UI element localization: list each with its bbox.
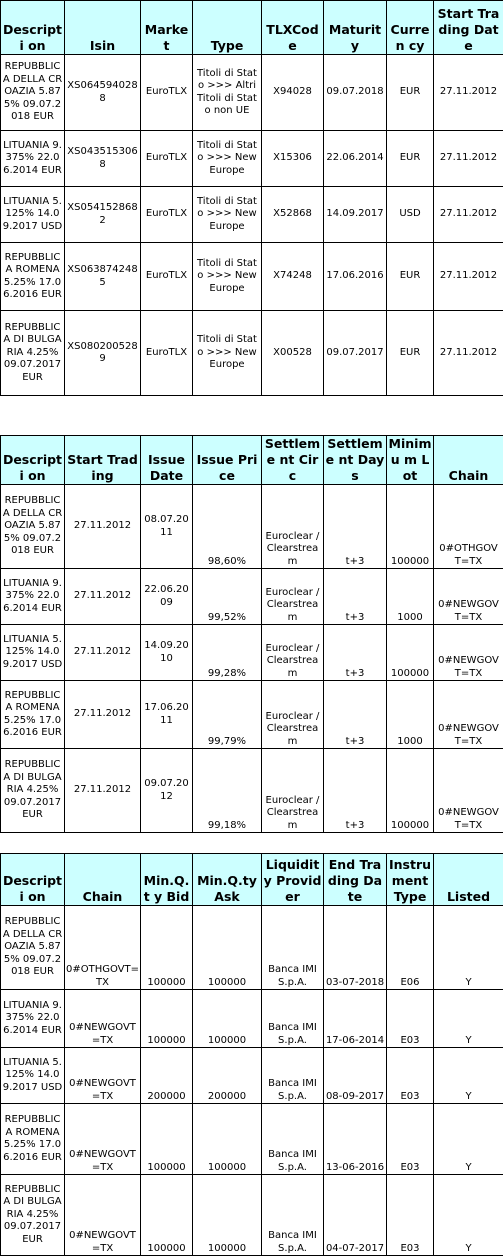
- header-cell: Market: [141, 1, 193, 55]
- table-cell: 99,52%: [193, 569, 262, 625]
- header-cell: Curren cy: [387, 1, 434, 55]
- table-cell: Euroclear / Clearstream: [262, 681, 324, 749]
- table-cell: REPUBBLIC A DI BULGARIA 4.25% 09.07.2017 EUR: [1, 311, 65, 396]
- table-cell: Euroclear / Clearstream: [262, 625, 324, 681]
- table-cell: 14.09.2017: [324, 187, 387, 243]
- table-cell: Banca IMI S.p.A.: [262, 1048, 324, 1104]
- table-row: [1, 625, 503, 681]
- table-cell: XS063874248 5: [65, 243, 141, 311]
- table-cell: 0#NEWGOV T=TX: [434, 625, 503, 681]
- table-cell: Y: [434, 1175, 503, 1256]
- table-cell: X15306: [262, 131, 324, 187]
- header-cell: Start Trading Date: [434, 1, 503, 55]
- table-cell: 0#NEWGOV T=TX: [434, 681, 503, 749]
- table-cell: LITUANIA 9.375% 22.06.2014 EUR: [1, 990, 65, 1048]
- table-cell: Euroclear / Clearstream: [262, 749, 324, 833]
- table-cell: 99,18%: [193, 749, 262, 833]
- table-cell: 0#NEWGOV T=TX: [434, 749, 503, 833]
- header-cell: Descripti on: [1, 854, 65, 906]
- table-cell: t+3: [324, 485, 387, 569]
- table-row: [1, 485, 503, 569]
- table-cell: EuroTLX: [141, 311, 193, 396]
- table-cell: 22.06.2014: [324, 131, 387, 187]
- table-cell: 04-07-2017: [324, 1175, 387, 1256]
- table-row: [1, 311, 503, 396]
- table-cell: 27.11.2012: [65, 625, 141, 681]
- header-cell: Settleme nt Days: [324, 436, 387, 485]
- table-cell: t+3: [324, 749, 387, 833]
- table-cell: E06: [387, 906, 434, 990]
- header-cell: Isin: [65, 1, 141, 55]
- table-cell: 100000: [193, 1175, 262, 1256]
- table-cell: 100000: [141, 906, 193, 990]
- table-cell: XS054152868 2: [65, 187, 141, 243]
- table-cell: REPUBBLIC A DI BULGARIA 4.25% 09.07.2017 EUR: [1, 1175, 65, 1256]
- table-cell: 100000: [193, 1104, 262, 1175]
- table-cell: EUR: [387, 55, 434, 131]
- header-cell: Min.Q.t y Bid: [141, 854, 193, 906]
- table-cell: Y: [434, 906, 503, 990]
- table-cell: 27.11.2012: [65, 749, 141, 833]
- table-cell: 100000: [387, 625, 434, 681]
- table-cell: t+3: [324, 569, 387, 625]
- table-cell: EuroTLX: [141, 187, 193, 243]
- header-cell: Liquidity Provider: [262, 854, 324, 906]
- table-cell: 1000: [387, 569, 434, 625]
- table-cell: REPUBBLIC A DELLA CROAZIA 5.875% 09.07.2018 EUR: [1, 485, 65, 569]
- table-cell: REPUBBLIC A DELLA CROAZIA 5.875% 09.07.2018 EUR: [1, 55, 65, 131]
- table-row: [1, 1104, 503, 1175]
- table-row: [1, 681, 503, 749]
- table-cell: 17.06.20 11: [141, 681, 193, 749]
- header-cell: Min.Q.ty Ask: [193, 854, 262, 906]
- table-cell: X52868: [262, 187, 324, 243]
- table-cell: 99,28%: [193, 625, 262, 681]
- table-cell: 0#NEWGOV T=TX: [434, 569, 503, 625]
- table-cell: 08-09-2017: [324, 1048, 387, 1104]
- header-cell: Start Trading: [65, 436, 141, 485]
- table-cell: 0#OTHGOV T=TX: [434, 485, 503, 569]
- header-cell: Chain: [65, 854, 141, 906]
- table-cell: 0#NEWGOVT =TX: [65, 1175, 141, 1256]
- table-row: [1, 749, 503, 833]
- header-cell: TLXCode: [262, 1, 324, 55]
- table-row: [1, 187, 503, 243]
- table-cell: 27.11.2012: [65, 681, 141, 749]
- table-cell: 98,60%: [193, 485, 262, 569]
- table-cell: 100000: [387, 749, 434, 833]
- table-cell: 13-06-2016: [324, 1104, 387, 1175]
- table-row: [1, 990, 503, 1048]
- table-cell: 27.11.2012: [434, 243, 503, 311]
- table-cell: Banca IMI S.p.A.: [262, 906, 324, 990]
- table-cell: X00528: [262, 311, 324, 396]
- table-cell: REPUBBLIC A ROMENA 5.25% 17.06.2016 EUR: [1, 681, 65, 749]
- table-cell: EUR: [387, 243, 434, 311]
- table-cell: LITUANIA 5.125% 14.09.2017 USD: [1, 625, 65, 681]
- table-cell: LITUANIA 9.375% 22.06.2014 EUR: [1, 131, 65, 187]
- table-cell: 09.07.2017: [324, 311, 387, 396]
- table-cell: X94028: [262, 55, 324, 131]
- table-cell: E03: [387, 1104, 434, 1175]
- table-cell: Y: [434, 1048, 503, 1104]
- table-row: [1, 131, 503, 187]
- table-cell: 27.11.2012: [434, 187, 503, 243]
- header-cell: End Trading Date: [324, 854, 387, 906]
- table-cell: 27.11.2012: [434, 131, 503, 187]
- table-cell: 100000: [387, 485, 434, 569]
- table-cell: REPUBBLIC A ROMENA 5.25% 17.06.2016 EUR: [1, 243, 65, 311]
- table-cell: 09.07.2018: [324, 55, 387, 131]
- table-cell: E03: [387, 990, 434, 1048]
- header-row: [1, 436, 503, 485]
- table-cell: 1000: [387, 681, 434, 749]
- table-cell: 200000: [141, 1048, 193, 1104]
- table-cell: 100000: [141, 1104, 193, 1175]
- table-cell: EUR: [387, 131, 434, 187]
- table-cell: 100000: [193, 906, 262, 990]
- table-cell: Y: [434, 1104, 503, 1175]
- header-cell: Type: [193, 1, 262, 55]
- table-cell: 09.07.20 12: [141, 749, 193, 833]
- table-cell: 27.11.2012: [434, 55, 503, 131]
- table-cell: 0#NEWGOVT =TX: [65, 990, 141, 1048]
- table-cell: Banca IMI S.p.A.: [262, 1175, 324, 1256]
- table-cell: LITUANIA 5.125% 14.09.2017 USD: [1, 1048, 65, 1104]
- table-cell: Titoli di Stato >>> New Europe: [193, 311, 262, 396]
- table-cell: E03: [387, 1175, 434, 1256]
- table-cell: Titoli di Stato >>> New Europe: [193, 187, 262, 243]
- table-cell: 22.06.20 09: [141, 569, 193, 625]
- table-row: [1, 1048, 503, 1104]
- header-cell: Settleme nt Circ: [262, 436, 324, 485]
- header-row: [1, 1, 503, 55]
- table-cell: REPUBBLIC A ROMENA 5.25% 17.06.2016 EUR: [1, 1104, 65, 1175]
- table-row: [1, 906, 503, 990]
- table-cell: EuroTLX: [141, 243, 193, 311]
- table-cell: E03: [387, 1048, 434, 1104]
- header-row: [1, 854, 503, 906]
- header-cell: Descripti on: [1, 1, 65, 55]
- table-cell: Euroclear / Clearstream: [262, 485, 324, 569]
- table-cell: 03-07-2018: [324, 906, 387, 990]
- table-cell: XS080200528 9: [65, 311, 141, 396]
- table-cell: 08.07.20 11: [141, 485, 193, 569]
- header-cell: Instru ment Type: [387, 854, 434, 906]
- table-cell: Banca IMI S.p.A.: [262, 990, 324, 1048]
- table-cell: 200000: [193, 1048, 262, 1104]
- table-row: [1, 55, 503, 131]
- table-cell: 0#NEWGOVT =TX: [65, 1104, 141, 1175]
- header-cell: Maturity: [324, 1, 387, 55]
- table-cell: LITUANIA 5.125% 14.09.2017 USD: [1, 187, 65, 243]
- instrument-table: [0, 0, 503, 396]
- table-cell: LITUANIA 9.375% 22.06.2014 EUR: [1, 569, 65, 625]
- table-cell: 100000: [141, 1175, 193, 1256]
- table-cell: Titoli di Stato >>> Altri Titoli di Stato non UE: [193, 55, 262, 131]
- table-cell: Y: [434, 990, 503, 1048]
- table-cell: 17.06.2016: [324, 243, 387, 311]
- table-cell: 27.11.2012: [65, 485, 141, 569]
- table-row: [1, 1175, 503, 1256]
- table-cell: 27.11.2012: [434, 311, 503, 396]
- header-cell: Minimu m Lot: [387, 436, 434, 485]
- table-cell: Euroclear / Clearstream: [262, 569, 324, 625]
- table-cell: EUR: [387, 311, 434, 396]
- table-cell: 17-06-2014: [324, 990, 387, 1048]
- header-cell: Issue Date: [141, 436, 193, 485]
- table-cell: REPUBBLIC A DELLA CROAZIA 5.875% 09.07.2018 EUR: [1, 906, 65, 990]
- table-cell: USD: [387, 187, 434, 243]
- table-cell: X74248: [262, 243, 324, 311]
- table-cell: Titoli di Stato >>> New Europe: [193, 243, 262, 311]
- table-cell: 0#OTHGOVT= TX: [65, 906, 141, 990]
- table-row: [1, 243, 503, 311]
- table-row: [1, 569, 503, 625]
- table-cell: Titoli di Stato >>> New Europe: [193, 131, 262, 187]
- table-cell: XS064594028 8: [65, 55, 141, 131]
- table-cell: t+3: [324, 681, 387, 749]
- table-cell: 100000: [193, 990, 262, 1048]
- table-cell: EuroTLX: [141, 55, 193, 131]
- header-cell: Descripti on: [1, 436, 65, 485]
- header-cell: Chain: [434, 436, 503, 485]
- table-cell: REPUBBLIC A DI BULGARIA 4.25% 09.07.2017 EUR: [1, 749, 65, 833]
- table-cell: 27.11.2012: [65, 569, 141, 625]
- header-cell: Issue Price: [193, 436, 262, 485]
- header-cell: Listed: [434, 854, 503, 906]
- table-cell: 14.09.20 10: [141, 625, 193, 681]
- liquidity-table: [0, 853, 503, 1256]
- table-cell: 0#NEWGOVT =TX: [65, 1048, 141, 1104]
- trading-table: [0, 435, 503, 833]
- table-cell: EuroTLX: [141, 131, 193, 187]
- table-cell: 99,79%: [193, 681, 262, 749]
- table-cell: 100000: [141, 990, 193, 1048]
- table-cell: Banca IMI S.p.A.: [262, 1104, 324, 1175]
- table-cell: XS043515306 8: [65, 131, 141, 187]
- table-cell: t+3: [324, 625, 387, 681]
